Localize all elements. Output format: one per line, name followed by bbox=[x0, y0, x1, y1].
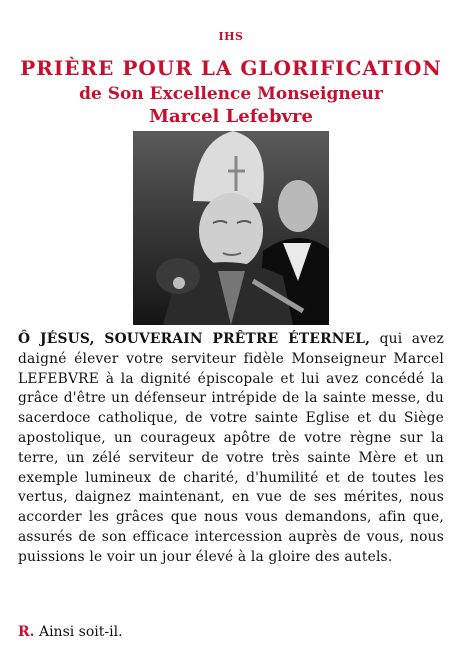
prayer-invocation: Ô JÉSUS, SOUVERAIN PRÊTRE ÉTERNEL, bbox=[18, 331, 371, 347]
page-subtitle: de Son Excellence Monseigneur bbox=[79, 84, 383, 104]
person-name: Marcel Lefebvre bbox=[149, 106, 313, 127]
prayer-surname: LEFEBVRE bbox=[18, 370, 100, 387]
ihs-monogram: IHS bbox=[218, 30, 244, 43]
closing-response bbox=[18, 624, 123, 640]
closing-text: Ainsi soit-il. bbox=[34, 624, 123, 640]
portrait-photo bbox=[133, 131, 329, 325]
prayer-text-part1: qui avez daigné élever votre serviteur fidèle Monseigneur Marcel bbox=[18, 331, 444, 367]
page-title: PRIÈRE POUR LA GLORIFICATION bbox=[20, 56, 442, 80]
response-mark: R. bbox=[18, 624, 35, 640]
prayer-text bbox=[18, 330, 444, 568]
prayer-text-part2: à la dignité épiscopale et lui avez concédé la grâce d'être un défenseur intrépide de la sainte messe, du sacerdoce catholique, de votre sainte Eglise et du Siège apostolique, un courageux apôtre de votre règne sur la terre, un zélé serviteur de votre très sainte Mère et un exemple lumineux de charité, d'humilité et de toutes les vertus, daignez maintenant, en vue de ses mérites, nous accorder les grâces que nous vous demandons, afin que, assurés de son efficace intercession auprès de vous, nous puissions le voir un jour élevé à la gloire des autels. bbox=[18, 370, 444, 565]
